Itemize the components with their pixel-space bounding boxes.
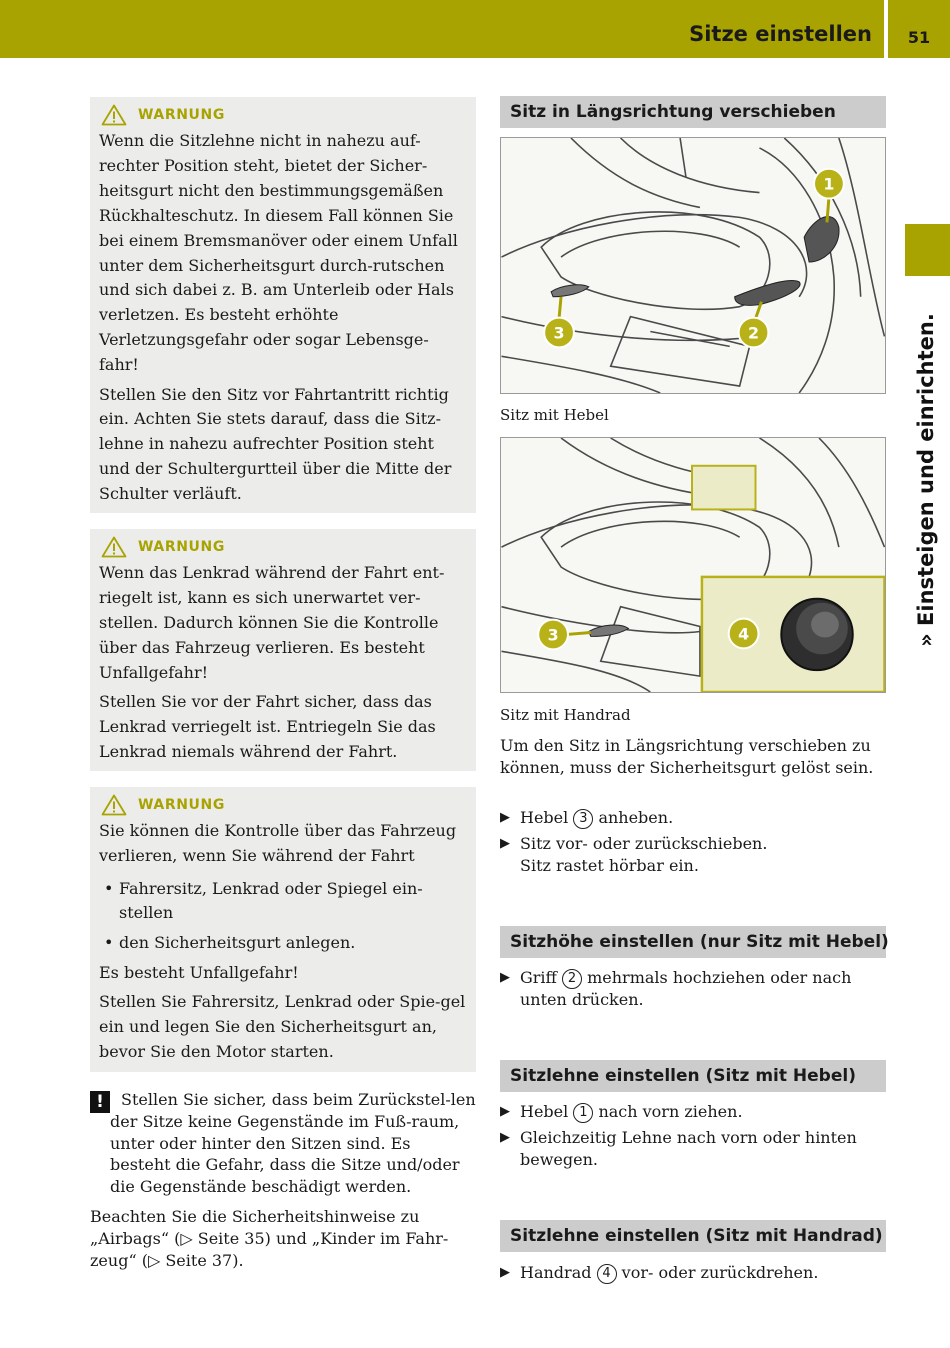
ref-number-badge: 2 (562, 969, 582, 989)
seat-lever-illustration (501, 138, 885, 393)
warning-label: WARNUNG (138, 797, 225, 813)
warning-triangle-icon (101, 536, 127, 558)
steps-longitudinal (500, 807, 890, 881)
callout-label: 3 (547, 625, 559, 645)
warning-bullet-list (99, 877, 468, 956)
step-item: ▶ Hebel 3 anheben. (500, 807, 890, 829)
warning-box-1 (90, 97, 476, 513)
warning-instruction: Stellen Sie vor der Fahrt sicher, dass das Lenkrad verriegelt ist. Entriegeln Sie das Lenkrad niemals während der Fahrt. (99, 692, 436, 761)
chapter-tab (904, 290, 948, 670)
damage-note (90, 1089, 476, 1198)
section-heading-height: Sitzhöhe einstellen (nur Sitz mit Hebel) (500, 926, 886, 958)
ref-number-badge: 3 (573, 809, 593, 829)
warning-instruction: Stellen Sie Fahrersitz, Lenkrad oder Spie-gel ein und legen Sie den Sicherheitsgurt an, bevor Sie den Motor starten. (99, 992, 466, 1061)
section-heading-backrest-handwheel: Sitzlehne einstellen (Sitz mit Handrad) (500, 1220, 886, 1252)
steps-backrest-lever (500, 1101, 890, 1175)
figure-seat-with-handwheel (500, 437, 886, 693)
seat-handwheel-illustration (501, 438, 885, 692)
warning-header (99, 795, 468, 815)
figure-seat-with-lever (500, 137, 886, 394)
page-number: 51 (907, 28, 931, 47)
warning-header (99, 537, 468, 557)
page-title: Sitze einstellen (689, 22, 872, 46)
list-item: • den Sicherheitsgurt anlegen. (99, 931, 468, 956)
step-item: ▶ Griff 2 mehrmals hochziehen oder nach unten drücken. (500, 967, 890, 1011)
handwheel-knob-icon (781, 599, 852, 670)
figure-caption: Sitz mit Handrad (500, 706, 631, 724)
warning-text: Wenn das Lenkrad während der Fahrt ent-riegelt ist, kann es sich unerwartet ver-stellen. Dadurch können Sie die Kontrolle über das Fahrzeug verlieren. Es besteht Unfallgefahr! (99, 563, 445, 682)
figure-caption: Sitz mit Hebel (500, 406, 609, 424)
ref-number-badge: 1 (573, 1103, 593, 1123)
warning-label: WARNUNG (138, 107, 225, 123)
warning-instruction: Stellen Sie den Sitz vor Fahrtantritt richtig ein. Achten Sie stets darauf, dass die Sitz-lehne in nahezu aufrechter Position steht und der Schultergurtteil über die Mitte der Schulter verläuft. (99, 384, 452, 504)
safety-references: Beachten Sie die Sicherheitshinweise zu „Airbags“ (▷ Seite 35) und „Kinder im Fahr-zeug“ (▷ Seite 37). (90, 1207, 449, 1270)
callout-label: 4 (738, 624, 750, 644)
section-heading-backrest-lever: Sitzlehne einstellen (Sitz mit Hebel) (500, 1060, 886, 1092)
list-item: • Fahrersitz, Lenkrad oder Spiegel ein-stellen (99, 877, 468, 926)
step-item: ▶ Sitz vor- oder zurückschieben. Sitz rastet hörbar ein. (500, 833, 890, 877)
callout-label: 1 (823, 174, 835, 194)
warning-box-2 (90, 529, 476, 771)
ref-number-badge: 4 (597, 1264, 617, 1284)
warning-triangle-icon (101, 104, 127, 126)
section-heading-longitudinal: Sitz in Längsrichtung verschieben (500, 96, 886, 128)
step-item: ▶ Gleichzeitig Lehne nach vorn oder hinten bewegen. (500, 1127, 890, 1171)
step-item: ▶ Handrad 4 vor- oder zurückdrehen. (500, 1262, 890, 1284)
exclamation-icon: ! (90, 1091, 110, 1113)
callout-4 (729, 619, 759, 649)
warning-text: Es besteht Unfallgefahr! (99, 962, 299, 982)
warning-text: Wenn die Sitzlehne nicht in nahezu auf-rechter Position steht, bietet der Sicher-heitsgurt nicht den bestimmungsgemäßen Rückhalteschutz. In diesem Fall können Sie bei einem Bremsmanöver oder einem Unfall unter dem Sicherheitsgurt durch-rutschen und sich dabei z. B. am Unterleib oder Hals verletzen. Es besteht erhöhte Verletzungsgefahr oder sogar Lebensge-fahr! (99, 131, 458, 375)
warning-header (99, 105, 468, 125)
section-intro: Um den Sitz in Längsrichtung verschieben zu können, muss der Sicherheitsgurt gelöst sein. (500, 736, 874, 777)
callout-label: 3 (553, 323, 565, 343)
warning-text: Sie können die Kontrolle über das Fahrzeug verlieren, wenn Sie während der Fahrt (99, 821, 457, 865)
chapter-tab-marker (905, 224, 950, 276)
warning-label: WARNUNG (138, 539, 225, 555)
page-header (0, 0, 950, 58)
callout-label: 2 (748, 323, 760, 343)
steps-backrest-handwheel (500, 1262, 890, 1288)
step-item: ▶ Hebel 1 nach vorn ziehen. (500, 1101, 890, 1123)
steps-height (500, 967, 890, 1015)
warning-triangle-icon (101, 794, 127, 816)
warning-box-3 (90, 787, 476, 1072)
chapter-tab-label: » Einsteigen und einrichten. (914, 313, 938, 647)
note-text: Stellen Sie sicher, dass beim Zurückstel-len der Sitze keine Gegenstände im Fuß-raum, unter oder hinter den Sitzen sind. Es besteht die Gefahr, dass die Sitze und/oder die Gegenstände beschädigt werden. (110, 1090, 476, 1197)
